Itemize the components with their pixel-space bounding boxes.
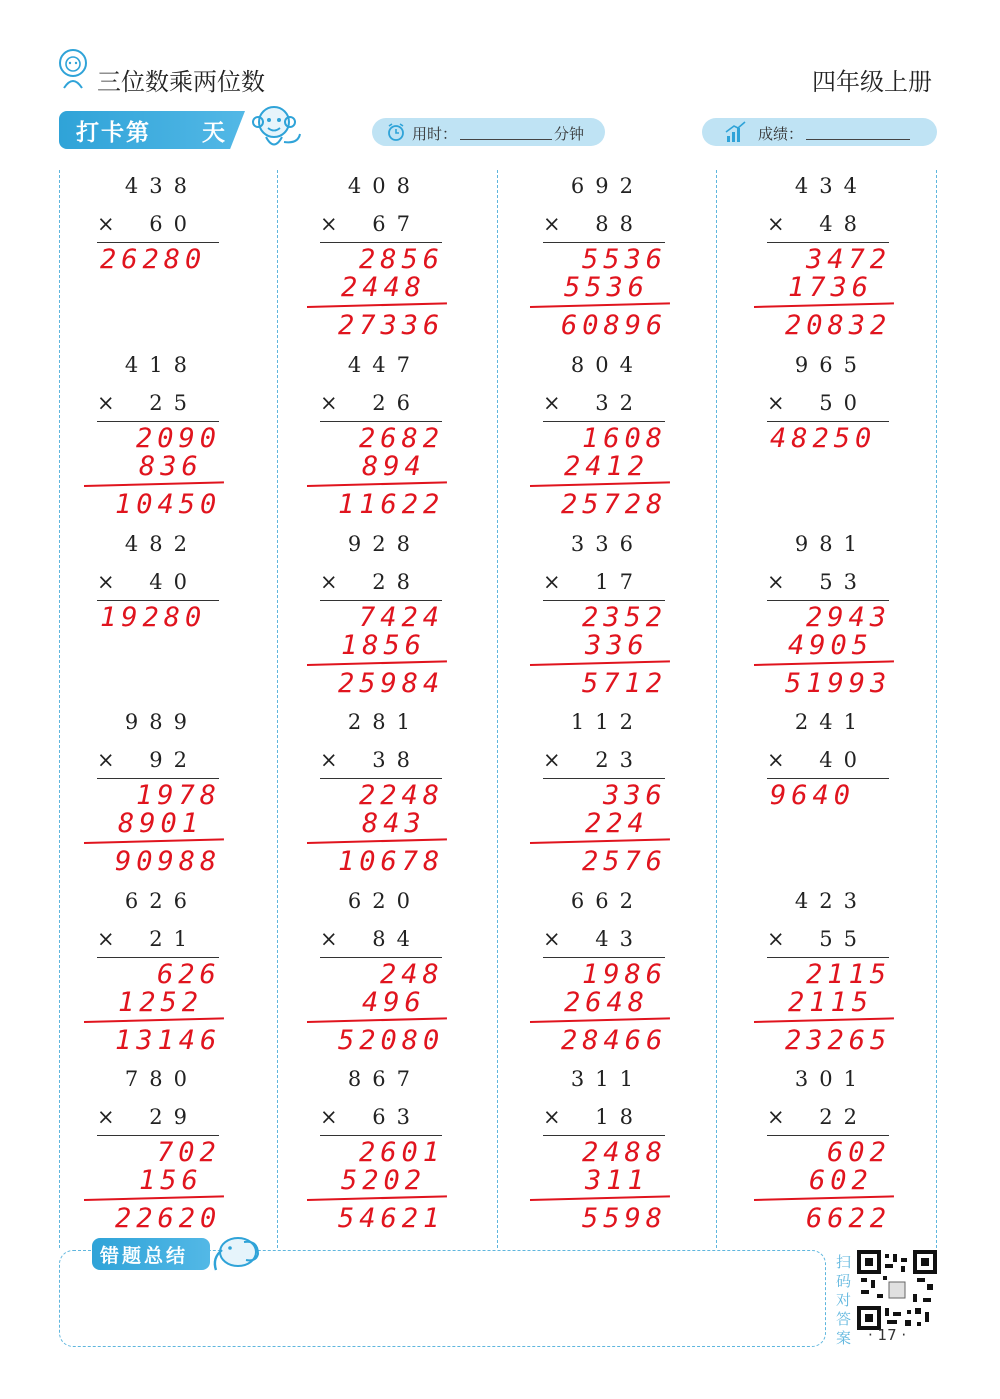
product-rule xyxy=(97,1135,219,1136)
times-symbol: × xyxy=(543,212,561,236)
handwritten-partial-product: 156 xyxy=(139,1165,203,1196)
product-rule xyxy=(97,778,219,779)
multiplication-problem xyxy=(740,710,930,890)
handwritten-partial-product: 311 xyxy=(585,1165,649,1196)
multiplicand: 311 xyxy=(570,1067,644,1091)
times-symbol: × xyxy=(767,927,785,951)
handwritten-product: 90988 xyxy=(115,846,222,877)
product-rule xyxy=(97,421,219,422)
times-symbol: × xyxy=(767,570,785,594)
handwritten-product: 60896 xyxy=(561,310,668,341)
multiplicand: 438 xyxy=(124,174,198,198)
product-rule xyxy=(767,421,889,422)
multiplier: 48 xyxy=(819,212,868,236)
multiplication-problem xyxy=(740,1067,930,1247)
product-rule xyxy=(97,242,219,243)
multiplicand: 620 xyxy=(347,889,421,913)
handwritten-product: 22620 xyxy=(115,1203,222,1234)
multiplicand: 981 xyxy=(794,532,868,556)
multiplier: 60 xyxy=(149,212,198,236)
multiplicand: 482 xyxy=(124,532,198,556)
handwritten-partial-product: 5536 xyxy=(582,244,668,275)
handwritten-partial-product: 5202 xyxy=(341,1165,427,1196)
handwritten-partial-product: 2601 xyxy=(359,1137,445,1168)
times-symbol: × xyxy=(97,1105,115,1129)
multiplication-problem xyxy=(516,532,706,712)
handwritten-sum-line xyxy=(530,838,670,844)
handwritten-partial-product: 2488 xyxy=(582,1137,668,1168)
multiplier: 23 xyxy=(595,748,644,772)
times-symbol: × xyxy=(320,212,338,236)
product-rule xyxy=(320,1135,442,1136)
multiplicand: 662 xyxy=(570,889,644,913)
time-label: 用时： xyxy=(412,125,458,143)
handwritten-partial-product: 2448 xyxy=(341,272,427,303)
product-rule xyxy=(543,421,665,422)
handwritten-partial-product: 626 xyxy=(157,959,221,990)
handwritten-partial-product: 2412 xyxy=(564,451,650,482)
times-symbol: × xyxy=(767,391,785,415)
multiplier: 25 xyxy=(149,391,198,415)
handwritten-partial-product: 2648 xyxy=(564,987,650,1018)
product-rule xyxy=(543,600,665,601)
handwritten-product: 26280 xyxy=(100,244,207,275)
multiplication-problem xyxy=(70,710,260,890)
handwritten-sum-line xyxy=(530,481,670,487)
multiplication-problem xyxy=(293,174,483,354)
product-rule xyxy=(543,242,665,243)
times-symbol: × xyxy=(543,570,561,594)
product-rule xyxy=(320,778,442,779)
product-rule xyxy=(320,421,442,422)
handwritten-product: 5712 xyxy=(582,668,668,699)
times-symbol: × xyxy=(320,391,338,415)
product-rule xyxy=(767,600,889,601)
handwritten-partial-product: 224 xyxy=(585,808,649,839)
multiplicand: 804 xyxy=(570,353,644,377)
multiplier: 55 xyxy=(819,927,868,951)
handwritten-partial-product: 2352 xyxy=(582,602,668,633)
handwritten-product: 51993 xyxy=(785,668,892,699)
handwritten-partial-product: 4905 xyxy=(788,630,874,661)
multiplication-problem xyxy=(516,353,706,533)
elephant-icon xyxy=(208,1230,268,1274)
page-number: · 17 · xyxy=(868,1326,907,1344)
multiplier: 22 xyxy=(819,1105,868,1129)
handwritten-sum-line xyxy=(84,838,224,844)
handwritten-product: 10678 xyxy=(338,846,445,877)
product-rule xyxy=(543,957,665,958)
product-rule xyxy=(97,600,219,601)
time-unit: 分钟 xyxy=(554,125,585,143)
multiplicand: 928 xyxy=(347,532,421,556)
multiplication-problem xyxy=(516,710,706,890)
multiplier: 53 xyxy=(819,570,868,594)
handwritten-partial-product: 1736 xyxy=(788,272,874,303)
multiplier: 40 xyxy=(149,570,198,594)
handwritten-sum-line xyxy=(307,1195,447,1201)
multiplicand: 423 xyxy=(794,889,868,913)
handwritten-product: 48250 xyxy=(770,423,877,454)
multiplication-problem xyxy=(70,353,260,533)
time-blank[interactable] xyxy=(460,139,552,140)
grade-label: 四年级上册 xyxy=(812,68,932,96)
handwritten-sum-line xyxy=(84,481,224,487)
times-symbol: × xyxy=(767,212,785,236)
product-rule xyxy=(767,957,889,958)
multiplication-problem xyxy=(70,889,260,1069)
multiplier: 63 xyxy=(372,1105,421,1129)
multiplier: 38 xyxy=(372,748,421,772)
handwritten-partial-product: 3472 xyxy=(806,244,892,275)
handwritten-partial-product: 843 xyxy=(362,808,426,839)
multiplication-problem xyxy=(516,1067,706,1247)
multiplier: 21 xyxy=(149,927,198,951)
handwritten-partial-product: 2115 xyxy=(788,987,874,1018)
handwritten-partial-product: 2248 xyxy=(359,780,445,811)
handwritten-partial-product: 1252 xyxy=(118,987,204,1018)
times-symbol: × xyxy=(97,212,115,236)
handwritten-product: 13146 xyxy=(115,1025,222,1056)
alarm-clock-icon xyxy=(386,122,406,142)
handwritten-partial-product: 336 xyxy=(603,780,667,811)
handwritten-partial-product: 7424 xyxy=(359,602,445,633)
handwritten-sum-line xyxy=(754,1017,894,1023)
product-rule xyxy=(320,600,442,601)
times-symbol: × xyxy=(543,391,561,415)
multiplier: 88 xyxy=(595,212,644,236)
column-divider xyxy=(497,170,498,1248)
product-rule xyxy=(767,778,889,779)
multiplicand: 408 xyxy=(347,174,421,198)
handwritten-product: 27336 xyxy=(338,310,445,341)
multiplication-problem xyxy=(70,1067,260,1247)
multiplier: 29 xyxy=(149,1105,198,1129)
multiplication-problem xyxy=(516,889,706,1069)
column-divider xyxy=(716,170,717,1248)
handwritten-sum-line xyxy=(307,660,447,666)
multiplier: 67 xyxy=(372,212,421,236)
handwritten-partial-product: 1608 xyxy=(582,423,668,454)
multiplicand: 989 xyxy=(124,710,198,734)
handwritten-product: 2576 xyxy=(582,846,668,877)
handwritten-partial-product: 602 xyxy=(809,1165,873,1196)
handwritten-product: 20832 xyxy=(785,310,892,341)
multiplicand: 112 xyxy=(570,710,644,734)
times-symbol: × xyxy=(97,570,115,594)
handwritten-partial-product: 336 xyxy=(585,630,649,661)
handwritten-product: 11622 xyxy=(338,489,445,520)
times-symbol: × xyxy=(97,748,115,772)
handwritten-sum-line xyxy=(307,302,447,308)
scan-for-answers-label: 扫码对答案 xyxy=(836,1253,852,1347)
handwritten-partial-product: 2115 xyxy=(806,959,892,990)
handwritten-partial-product: 702 xyxy=(157,1137,221,1168)
book-title: 三位数乘两位数 xyxy=(97,68,265,96)
multiplication-problem xyxy=(70,174,260,354)
product-rule xyxy=(320,242,442,243)
multiplicand: 301 xyxy=(794,1067,868,1091)
time-field[interactable] xyxy=(372,118,605,146)
multiplier: 26 xyxy=(372,391,421,415)
monkey-icon xyxy=(248,100,304,154)
handwritten-product: 28466 xyxy=(561,1025,668,1056)
product-rule xyxy=(320,957,442,958)
handwritten-sum-line xyxy=(754,1195,894,1201)
handwritten-sum-line xyxy=(754,302,894,308)
multiplier: 50 xyxy=(819,391,868,415)
score-field[interactable] xyxy=(702,118,937,146)
handwritten-sum-line xyxy=(84,1017,224,1023)
times-symbol: × xyxy=(320,570,338,594)
product-rule xyxy=(97,957,219,958)
multiplier: 32 xyxy=(595,391,644,415)
handwritten-sum-line xyxy=(530,1017,670,1023)
handwritten-product: 10450 xyxy=(115,489,222,520)
times-symbol: × xyxy=(767,1105,785,1129)
product-rule xyxy=(767,1135,889,1136)
handwritten-partial-product: 1986 xyxy=(582,959,668,990)
multiplier: 84 xyxy=(372,927,421,951)
multiplicand: 965 xyxy=(794,353,868,377)
handwritten-partial-product: 496 xyxy=(362,987,426,1018)
multiplication-problem xyxy=(293,710,483,890)
handwritten-partial-product: 5536 xyxy=(564,272,650,303)
multiplier: 43 xyxy=(595,927,644,951)
multiplicand: 336 xyxy=(570,532,644,556)
product-rule xyxy=(767,242,889,243)
handwritten-product: 9640 xyxy=(770,780,856,811)
times-symbol: × xyxy=(543,748,561,772)
multiplication-problem xyxy=(293,889,483,1069)
handwritten-sum-line xyxy=(530,1195,670,1201)
handwritten-partial-product: 836 xyxy=(139,451,203,482)
multiplication-problem xyxy=(293,532,483,712)
times-symbol: × xyxy=(543,1105,561,1129)
multiplication-problem xyxy=(740,889,930,1069)
handwritten-product: 5598 xyxy=(582,1203,668,1234)
score-label: 成绩： xyxy=(758,125,804,143)
handwritten-product: 25984 xyxy=(338,668,445,699)
times-symbol: × xyxy=(320,748,338,772)
checkin-label: 打卡第 xyxy=(76,120,151,146)
handwritten-sum-line xyxy=(530,302,670,308)
handwritten-partial-product: 1856 xyxy=(341,630,427,661)
multiplier: 18 xyxy=(595,1105,644,1129)
handwritten-partial-product: 8901 xyxy=(118,808,204,839)
times-symbol: × xyxy=(97,927,115,951)
handwritten-product: 6622 xyxy=(806,1203,892,1234)
multiplication-problem xyxy=(740,532,930,712)
column-divider xyxy=(936,170,937,1248)
multiplication-problem xyxy=(70,532,260,712)
handwritten-partial-product: 1978 xyxy=(136,780,222,811)
handwritten-partial-product: 2856 xyxy=(359,244,445,275)
handwritten-partial-product: 894 xyxy=(362,451,426,482)
multiplication-problem xyxy=(293,353,483,533)
handwritten-product: 52080 xyxy=(338,1025,445,1056)
multiplicand: 281 xyxy=(347,710,421,734)
handwritten-sum-line xyxy=(530,660,670,666)
times-symbol: × xyxy=(97,391,115,415)
qr-code[interactable] xyxy=(857,1250,937,1330)
multiplicand: 241 xyxy=(794,710,868,734)
handwritten-partial-product: 2943 xyxy=(806,602,892,633)
handwritten-partial-product: 602 xyxy=(827,1137,891,1168)
column-divider xyxy=(277,170,278,1248)
times-symbol: × xyxy=(320,1105,338,1129)
multiplier: 17 xyxy=(595,570,644,594)
multiplier: 28 xyxy=(372,570,421,594)
product-rule xyxy=(543,1135,665,1136)
lion-icon xyxy=(56,48,90,90)
handwritten-sum-line xyxy=(84,1195,224,1201)
multiplicand: 626 xyxy=(124,889,198,913)
multiplier: 40 xyxy=(819,748,868,772)
multiplier: 92 xyxy=(149,748,198,772)
multiplicand: 780 xyxy=(124,1067,198,1091)
multiplicand: 418 xyxy=(124,353,198,377)
handwritten-product: 25728 xyxy=(561,489,668,520)
growth-chart-icon xyxy=(724,120,748,144)
score-blank[interactable] xyxy=(806,139,910,140)
times-symbol: × xyxy=(543,927,561,951)
multiplicand: 434 xyxy=(794,174,868,198)
multiplicand: 692 xyxy=(570,174,644,198)
handwritten-sum-line xyxy=(754,660,894,666)
times-symbol: × xyxy=(767,748,785,772)
handwritten-product: 54621 xyxy=(338,1203,445,1234)
handwritten-sum-line xyxy=(307,1017,447,1023)
handwritten-sum-line xyxy=(307,838,447,844)
multiplication-problem xyxy=(293,1067,483,1247)
times-symbol: × xyxy=(320,927,338,951)
handwritten-product: 23265 xyxy=(785,1025,892,1056)
column-divider xyxy=(59,170,60,1248)
mistake-summary-label: 错题总结 xyxy=(100,1245,189,1267)
multiplication-problem xyxy=(516,174,706,354)
checkin-day-label: 天 xyxy=(202,120,225,146)
handwritten-product: 19280 xyxy=(100,602,207,633)
multiplication-problem xyxy=(740,174,930,354)
multiplicand: 447 xyxy=(347,353,421,377)
product-rule xyxy=(543,778,665,779)
multiplication-problem xyxy=(740,353,930,533)
handwritten-partial-product: 2682 xyxy=(359,423,445,454)
multiplicand: 867 xyxy=(347,1067,421,1091)
handwritten-partial-product: 248 xyxy=(380,959,444,990)
handwritten-partial-product: 2090 xyxy=(136,423,222,454)
handwritten-sum-line xyxy=(307,481,447,487)
